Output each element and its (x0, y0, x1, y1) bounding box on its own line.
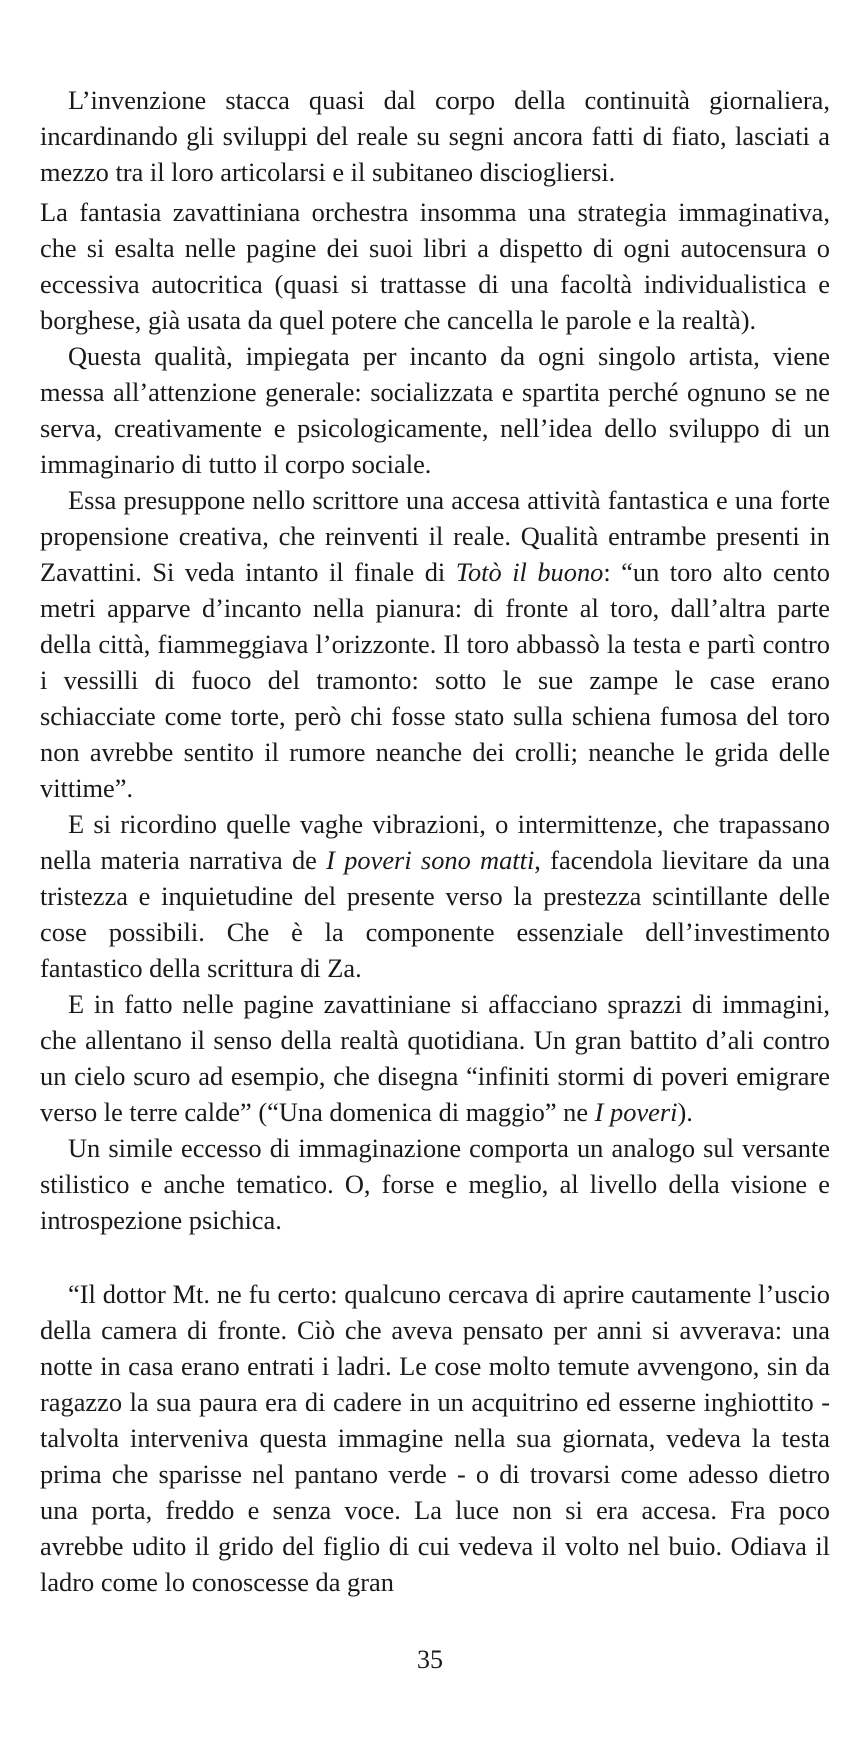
paragraph-vibrazioni (40, 806, 830, 986)
paragraph-text-start: E si ricordino quelle vaghe vibrazioni, o intermittenze, che trapassano nella materia narrativa de (40, 809, 830, 875)
page-body (40, 82, 830, 1600)
paragraph-text-end: ). (677, 1097, 693, 1127)
book-title-toto-il-buono: Totò il buono (455, 557, 604, 587)
paragraph-fantasia: La fantasia zavattiniana orchestra insomma una strategia immaginativa, che si esalta nelle pagine dei suoi libri a dispetto di ogni autocensura o eccessiva autocritica (quasi si trattasse di una facoltà individualistica e borghese, già usata da quel potere che cancella le parole e la realtà). (40, 197, 830, 335)
book-title-i-poveri: I poveri (594, 1097, 678, 1127)
paragraph-eccesso: Un simile eccesso di immaginazione comporta un analogo sul versante stilistico e anche tematico. O, forse e meglio, al livello della visione e introspezione psichica. (40, 1133, 830, 1235)
paragraph-toto-il-buono (40, 482, 830, 806)
page-number: 35 (417, 1645, 443, 1674)
paragraph-text-start: E in fatto nelle pagine zavattiniane si affacciano sprazzi di immagini, che allentano il senso della realtà quotidiana. Un gran battito d’ali contro un cielo scuro ad esempio, che disegna “infiniti stormi di poveri emigrare verso le terre calde” (“Una domenica di maggio” ne (40, 989, 830, 1127)
paragraph-text-end: : “un toro alto cento metri apparve d’incanto nella pianura: di fronte al toro, dall’altra parte della città, fiammeggiava l’orizzonte. Il toro abbassò la testa e partì contro i vessilli di fuoco del tramonto: sotto le sue zampe le case erano schiacciate come torte, però chi fosse stato sulla schiena fumosa del toro non avrebbe sentito il rumore neanche dei crolli; neanche le grida delle vittime”. (40, 557, 830, 803)
book-title-i-poveri-sono-matti: I poveri sono matti (326, 845, 535, 875)
paragraph-qualita: Questa qualità, impiegata per incanto da ogni singolo artista, viene messa all’attenzione generale: socializzata e spartita perché ognuno se ne serva, creativamente e psicologicamente, nell’idea dello sviluppo di un immaginario di tutto il corpo sociale. (40, 341, 830, 479)
quoted-excerpt: “Il dottor Mt. ne fu certo: qualcuno cercava di aprire cautamente l’uscio della camera di fronte. Ciò che aveva pensato per anni si avverava: una notte in casa erano entrati i ladri. Le cose molto temute avvengono, sin da ragazzo la sua paura era di cadere in un acquitrino ed esserne inghiottito - talvolta interveniva questa immagine nella sua giornata, vedeva la testa prima che sparisse nel pantano verde - o di trovarsi come adesso dietro una porta, freddo e senza voce. La luce non si era accesa. Fra poco avrebbe udito il grido del figlio di cui vedeva il volto nel buio. Odiava il ladro come lo conoscesse da gran (40, 1279, 830, 1597)
paragraph-invenzione: L’invenzione stacca quasi dal corpo della continuità giornaliera, incardinando gli sviluppi del reale su segni ancora fatti di fiato, lasciati a mezzo tra il loro articolarsi e il subitaneo disciogliersi. (40, 85, 830, 187)
paragraph-text-start: Essa presuppone nello scrittore una accesa attività fantastica e una forte propensione creativa, che reinventi il reale. Qualità entrambe presenti in Zavattini. Si veda intanto il finale di (40, 485, 830, 587)
paragraph-sprazzi (40, 986, 830, 1130)
paragraph-text-end: , facendola lievitare da una tristezza e inquietudine del presente verso la prestezza scintillante delle cose possibili. Che è la componente essenziale dell’investimento fantastico della scrittura di Za. (40, 845, 830, 983)
